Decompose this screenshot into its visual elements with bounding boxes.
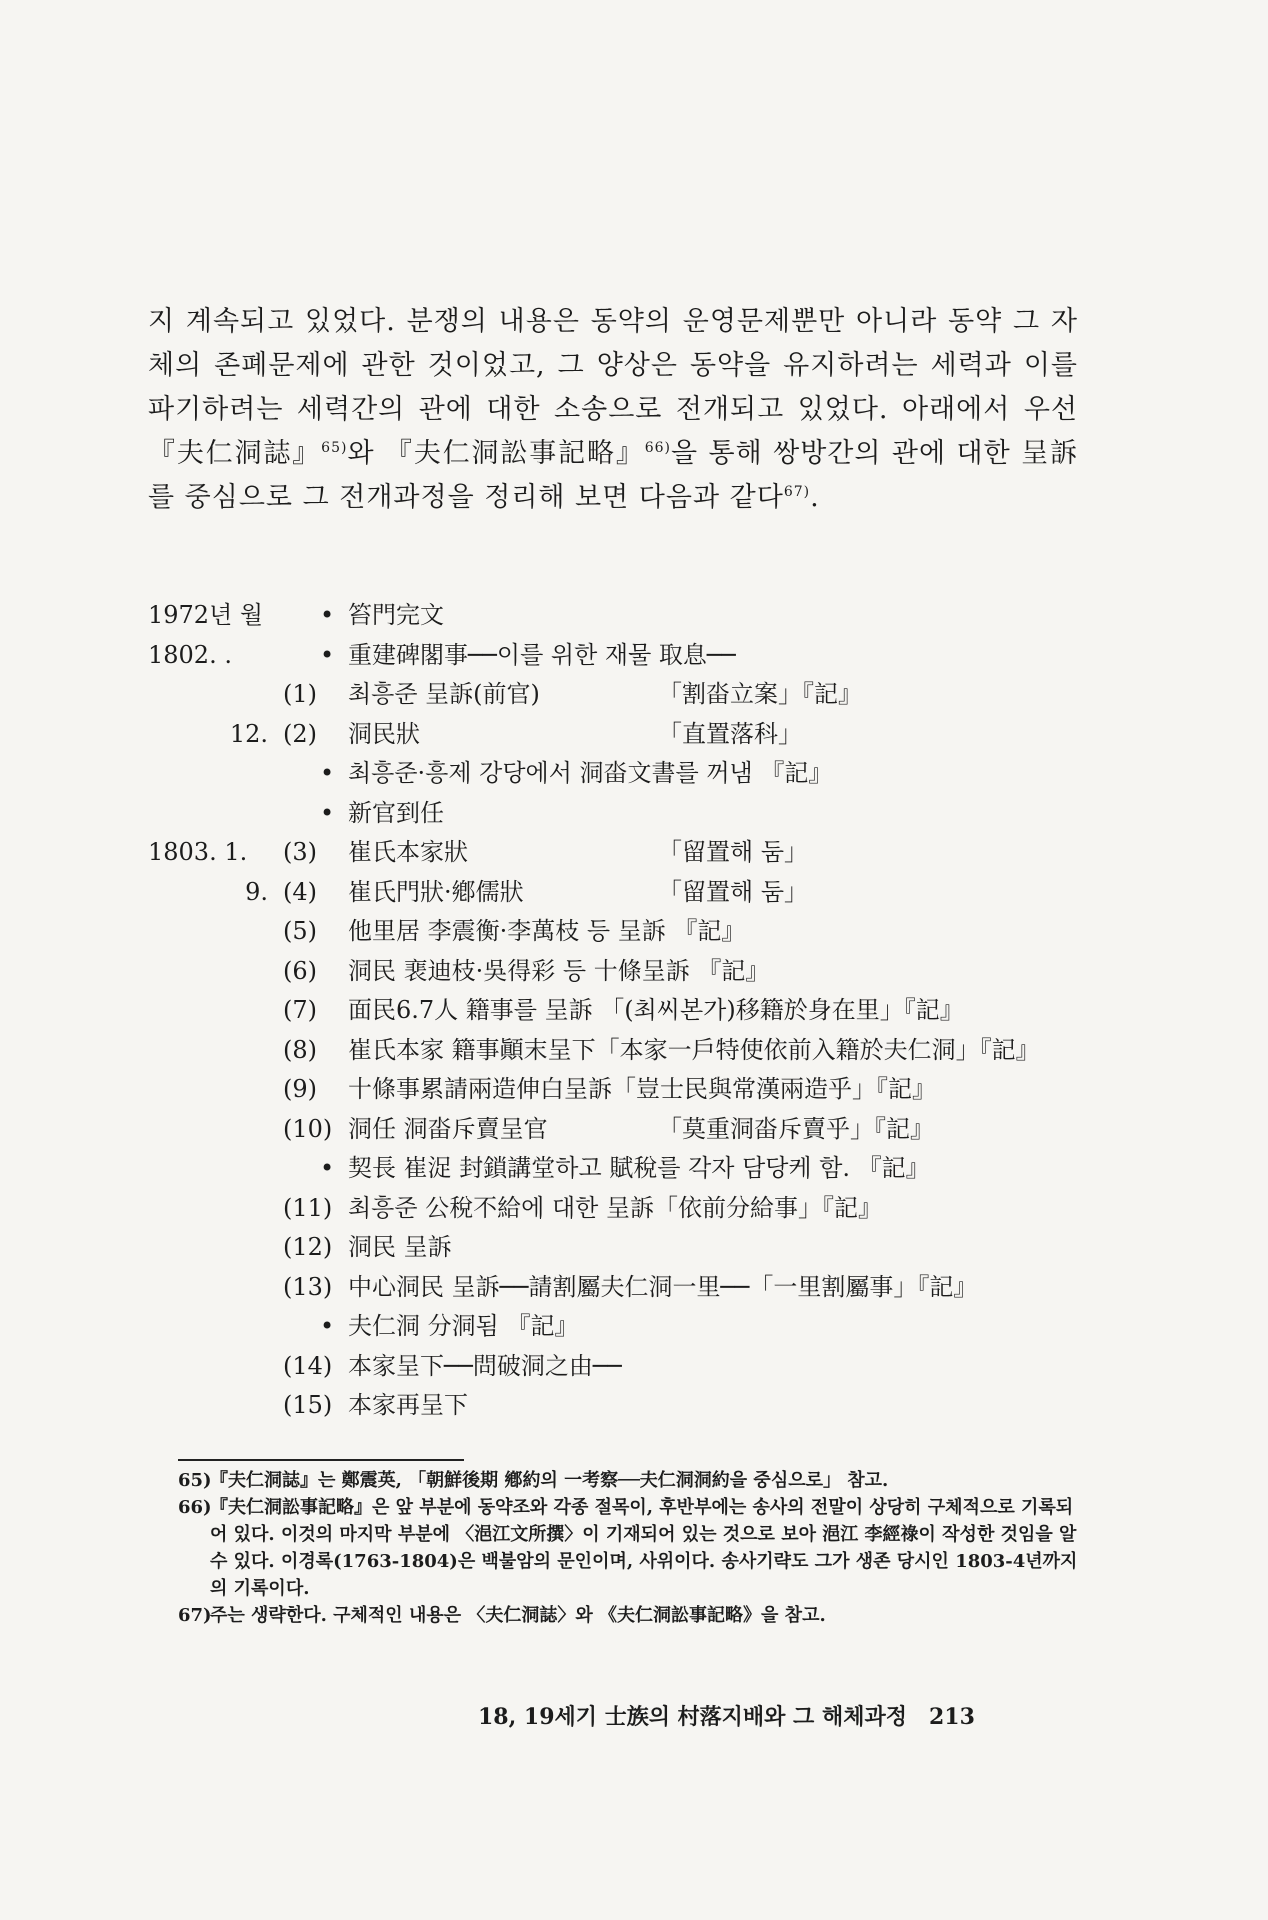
chronology-description: 최흥준·흥제 강당에서 洞畓文書를 꺼냄 『記』: [348, 759, 833, 787]
chronology-description: 他里居 李震衡·李萬枝 등 呈訴 『記』: [348, 917, 746, 945]
chronology-description: 최흥준 呈訴(前官): [348, 680, 540, 708]
chronology-bullet: •: [320, 601, 335, 629]
footnote-ref-66[interactable]: 66): [644, 440, 672, 456]
chronology-row: [148, 991, 1148, 1031]
chronology-row: [148, 1268, 1148, 1308]
chronology-row: [148, 636, 1148, 676]
chronology-row: [148, 1189, 1148, 1229]
chronology-bullet: •: [320, 759, 335, 787]
chronology-description: 重建碑閣事──이를 위한 재물 取息──: [348, 640, 736, 669]
chronology-number: (15): [283, 1391, 333, 1419]
chronology-row: [148, 873, 1148, 913]
footnote: [178, 1467, 1078, 1494]
footnote: [178, 1602, 1078, 1629]
chronology-list: [148, 596, 1148, 1426]
footnote: [178, 1494, 1078, 1602]
footnote-text: 『夫仁洞誌』는 鄭震英, 「朝鮮後期 鄕約의 一考察──夫仁洞洞約을 중심으로」 참고.: [210, 1470, 889, 1491]
chronology-number: (10): [283, 1114, 333, 1143]
chronology-description: 최흥준 公稅不給에 대한 呈訴「依前分給事」『記』: [348, 1193, 882, 1222]
chronology-reference: 「直置落科」: [658, 719, 802, 748]
chronology-row: [148, 833, 1148, 873]
chronology-date: 9.: [245, 877, 268, 906]
chronology-reference: 「莫重洞畓斥賣乎」『記』: [658, 1114, 934, 1143]
footnotes: [178, 1467, 1078, 1629]
paragraph-text-end: .: [810, 482, 820, 513]
chronology-reference: 「留置해 둠」: [658, 877, 808, 906]
chronology-bullet: •: [320, 1312, 335, 1340]
footnote-number: 67): [178, 1605, 212, 1626]
chronology-description: 崔氏門狀·鄕儒狀: [348, 877, 524, 906]
chronology-row: [148, 1149, 1148, 1189]
chronology-description: 洞民狀: [348, 719, 420, 748]
chronology-description: 本家呈下──問破洞之由──: [348, 1351, 622, 1380]
footnote-ref-65[interactable]: 65): [321, 440, 348, 456]
chronology-row: [148, 754, 1148, 794]
chronology-number: (6): [283, 956, 317, 985]
chronology-bullet: •: [320, 1154, 335, 1182]
chronology-description: 中心洞民 呈訴──請割屬夫仁洞一里──「一里割屬事」『記』: [348, 1272, 978, 1301]
chronology-description: 夫仁洞 分洞됨 『記』: [348, 1312, 579, 1340]
footnote-number: 65): [178, 1470, 212, 1491]
chronology-description: 新官到任: [348, 798, 444, 827]
chronology-reference: 「留置해 둠」: [658, 838, 808, 866]
chronology-date: 1972년 월: [148, 601, 264, 629]
footer-title: 18, 19세기 士族의 村落지배와 그 해체과정: [478, 1704, 907, 1730]
chronology-number: (1): [283, 680, 317, 708]
chronology-bullet: •: [320, 798, 335, 827]
paragraph-text-mid: 와 『夫仁洞訟事記略』: [347, 438, 645, 469]
chronology-row: [148, 1070, 1148, 1110]
chronology-row: [148, 1110, 1148, 1150]
chronology-description: 笞門完文: [348, 601, 444, 629]
chronology-number: (12): [283, 1233, 333, 1261]
chronology-row: [148, 1347, 1148, 1387]
chronology-description: 洞民 呈訴: [348, 1233, 452, 1261]
chronology-number: (3): [283, 838, 317, 866]
chronology-date: 1803. 1.: [148, 838, 248, 866]
chronology-number: (9): [283, 1075, 317, 1103]
chronology-description: 洞任 洞畓斥賣呈官: [348, 1114, 548, 1143]
chronology-reference: 「割畓立案」『記』: [658, 680, 862, 708]
footnote-ref-67[interactable]: 67): [783, 484, 811, 500]
chronology-number: (14): [283, 1351, 333, 1380]
chronology-row: [148, 1228, 1148, 1268]
chronology-row: [148, 1031, 1148, 1071]
chronology-number: (7): [283, 996, 317, 1024]
chronology-number: (5): [283, 917, 317, 945]
footnote-number: 66): [178, 1497, 212, 1518]
chronology-description: 洞民 裵迪枝·吳得彩 등 十條呈訴 『記』: [348, 956, 770, 985]
chronology-row: [148, 794, 1148, 834]
chronology-description: 崔氏本家狀: [348, 838, 468, 866]
running-footer: [478, 1700, 1038, 1731]
page-number: 213: [928, 1704, 975, 1730]
paragraph-text: 지 계속되고 있었다. 분쟁의 내용은 동약의 운영문제뿐만 아니라 동약 그 자체의 존폐문제에 관한 것이었고, 그 양상은 동약을 유지하려는 세력과 이를 파기하려는 세력간의 관에 대한 소송으로 전개되고 있었다. 아래에서 우선 『夫仁洞誌』: [148, 306, 1078, 469]
chronology-number: (2): [283, 719, 317, 748]
body-paragraph: [148, 300, 1078, 520]
footnote-divider: [178, 1459, 464, 1461]
chronology-number: (11): [283, 1193, 333, 1222]
chronology-row: [148, 1386, 1148, 1426]
chronology-number: (8): [283, 1035, 317, 1064]
chronology-description: 本家再呈下: [348, 1391, 468, 1419]
chronology-description: 十條事累請兩造伸白呈訴「豈士民與常漢兩造乎」『記』: [348, 1075, 936, 1103]
chronology-number: (13): [283, 1272, 333, 1301]
chronology-bullet: •: [320, 640, 335, 669]
chronology-description: 面民6.7人 籍事를 呈訴 「(최씨본가)移籍於身在里」『記』: [348, 996, 964, 1024]
chronology-date: 1802. .: [148, 640, 232, 669]
chronology-row: [148, 1307, 1148, 1347]
chronology-number: (4): [283, 877, 317, 906]
chronology-row: [148, 596, 1148, 636]
chronology-row: [148, 675, 1148, 715]
chronology-row: [148, 912, 1148, 952]
chronology-description: 契長 崔浞 封鎖講堂하고 賦稅를 각자 담당케 함. 『記』: [348, 1154, 930, 1182]
footnote-text: 주는 생략한다. 구체적인 내용은 〈夫仁洞誌〉와 《夫仁洞訟事記略》을 참고.: [210, 1605, 826, 1626]
chronology-date: 12.: [229, 719, 268, 748]
chronology-row: [148, 952, 1148, 992]
chronology-row: [148, 715, 1148, 755]
chronology-description: 崔氏本家 籍事顚末呈下「本家一戶特使依前入籍於夫仁洞」『記』: [348, 1035, 1040, 1064]
footnote-text: 『夫仁洞訟事記略』은 앞 부분에 동약조와 각종 절목이, 후반부에는 송사의 전말이 상당히 구체적으로 기록되어 있다. 이것의 마지막 부분에 〈浥江文所撰〉이 기재되어 있는 것으로 보아 浥江 李經祿이 작성한 것임을 알 수 있다. 이경록(1763-1804)은 백불암의 문인이며, 사위이다. 송사기략도 그가 생존 당시인 1803-4년까지의 기록이다.: [210, 1497, 1078, 1599]
paragraph-text-tail: 을 통해 쌍방간의 관에 대한 呈訴를 중심으로 그 전개과정을 정리해 보면 다음과 같다: [148, 438, 1078, 513]
